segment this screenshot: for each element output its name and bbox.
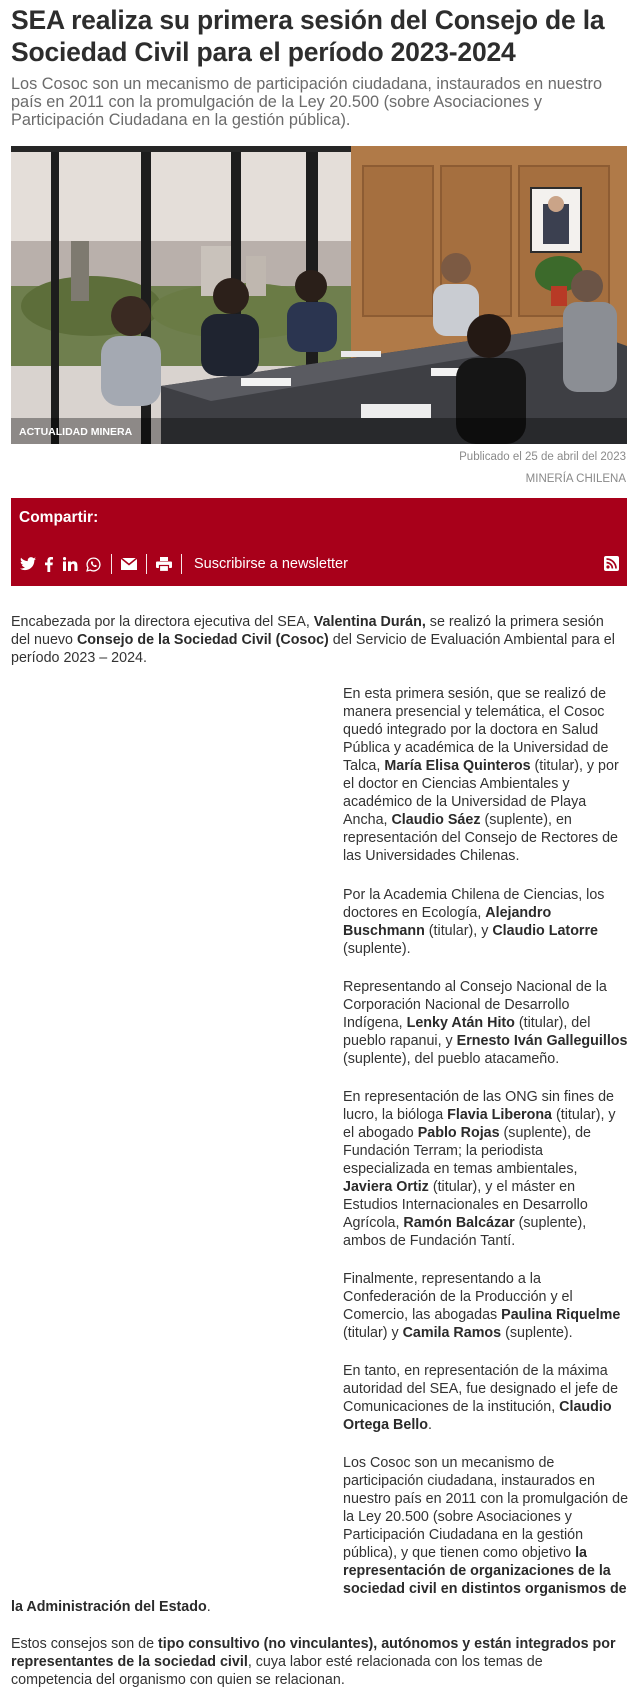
share-actions: [19, 554, 619, 574]
article-paragraph: Los Cosoc son un mecanismo de participación ciudadana, instaurados en nuestro país en 2011 con la promulgación de la Ley 20.500 (sobre Asociaciones y Participación Ciudadana en la gestión pública), y que tienen como objetivo la representación de organizaciones de la sociedad civil en distintos organismos de: [343, 1455, 629, 1597]
twitter-icon[interactable]: [19, 554, 37, 574]
share-divider: [181, 554, 182, 574]
article-paragraph: Representando al Consejo Nacional de la Corporación Nacional de Desarrollo Indígena, Lenky Atán Hito (titular), del pueblo rapanui, y Ernesto Iván Galleguillos (suplente), del pueblo atacameño.: [343, 979, 628, 1067]
article-subtitle: Los Cosoc son un mecanismo de participación ciudadana, instaurados en nuestro país en 2011 con la promulgación de la Ley 20.500 (sobre Asociaciones y Participación Ciudadana en la gestión pública).: [11, 75, 603, 129]
publish-date: Publicado el 25 de abril del 2023: [459, 451, 626, 463]
article-source: MINERÍA CHILENA: [525, 473, 626, 485]
meeting-photo-illustration: [11, 146, 627, 444]
print-icon[interactable]: [155, 554, 173, 574]
facebook-icon[interactable]: [41, 554, 57, 574]
share-divider: [111, 554, 112, 574]
share-divider: [146, 554, 147, 574]
newsletter-link[interactable]: Suscribirse a newsletter: [194, 556, 348, 572]
article-title: SEA realiza su primera sesión del Consejo de la Sociedad Civil para el período 2023-2024: [11, 5, 605, 67]
article-paragraph: En representación de las ONG sin fines de lucro, la bióloga Flavia Liberona (titular), y el abogado Pablo Rojas (suplente), de Fundación Terram; la periodista especializada en temas ambientales, Javiera Ortiz (titular), y el máster en Estudios Internacionales en Desarrollo Agrícola, Ramón Balcázar (suplente), ambos de Fundación Tantí.: [343, 1089, 616, 1249]
share-bar: [11, 498, 627, 586]
article-paragraph: Estos consejos son de tipo consultivo (no vinculantes), autónomos y están integrados por representantes de la sociedad civil, cuya labor esté relacionada con los temas de competencia del organismo con quien se relacionan.: [11, 1636, 616, 1688]
article-paragraph: Finalmente, representando a la Confederación de la Producción y el Comercio, las abogadas Paulina Riquelme (titular) y Camila Ramos (suplente).: [343, 1271, 621, 1341]
article-paragraph: En esta primera sesión, que se realizó de manera presencial y telemática, el Cosoc quedó integrado por la doctora en Salud Pública y académica de la Universidad de Talca, María Elisa Quinteros (titular), y por el doctor en Ciencias Ambientales y académico de la Universidad de Playa Ancha, Claudio Sáez (suplente), en representación del Consejo de Rectores de las Universidades Chilenas.: [343, 686, 619, 864]
linkedin-icon[interactable]: [61, 554, 79, 574]
article-paragraph: Encabezada por la directora ejecutiva del SEA, Valentina Durán, se realizó la primera sesión del nuevo Consejo de la Sociedad Civil (Cosoc) del Servicio de Evaluación Ambiental para el período 2023 – 2024.: [11, 614, 615, 666]
email-icon[interactable]: [120, 554, 138, 574]
rss-icon[interactable]: [604, 556, 619, 576]
photo-credit: ACTUALIDAD MINERA: [19, 426, 133, 438]
article-photo: [11, 146, 627, 444]
whatsapp-icon[interactable]: [83, 554, 103, 574]
article-paragraph-continued: la Administración del Estado.: [11, 1599, 211, 1615]
article-paragraph: Por la Academia Chilena de Ciencias, los doctores en Ecología, Alejandro Buschmann (titular), y Claudio Latorre (suplente).: [343, 887, 605, 957]
article-paragraph: En tanto, en representación de la máxima autoridad del SEA, fue designado el jefe de Comunicaciones de la institución, Claudio Ortega Bello.: [343, 1363, 619, 1433]
share-title: Compartir:: [19, 509, 99, 526]
